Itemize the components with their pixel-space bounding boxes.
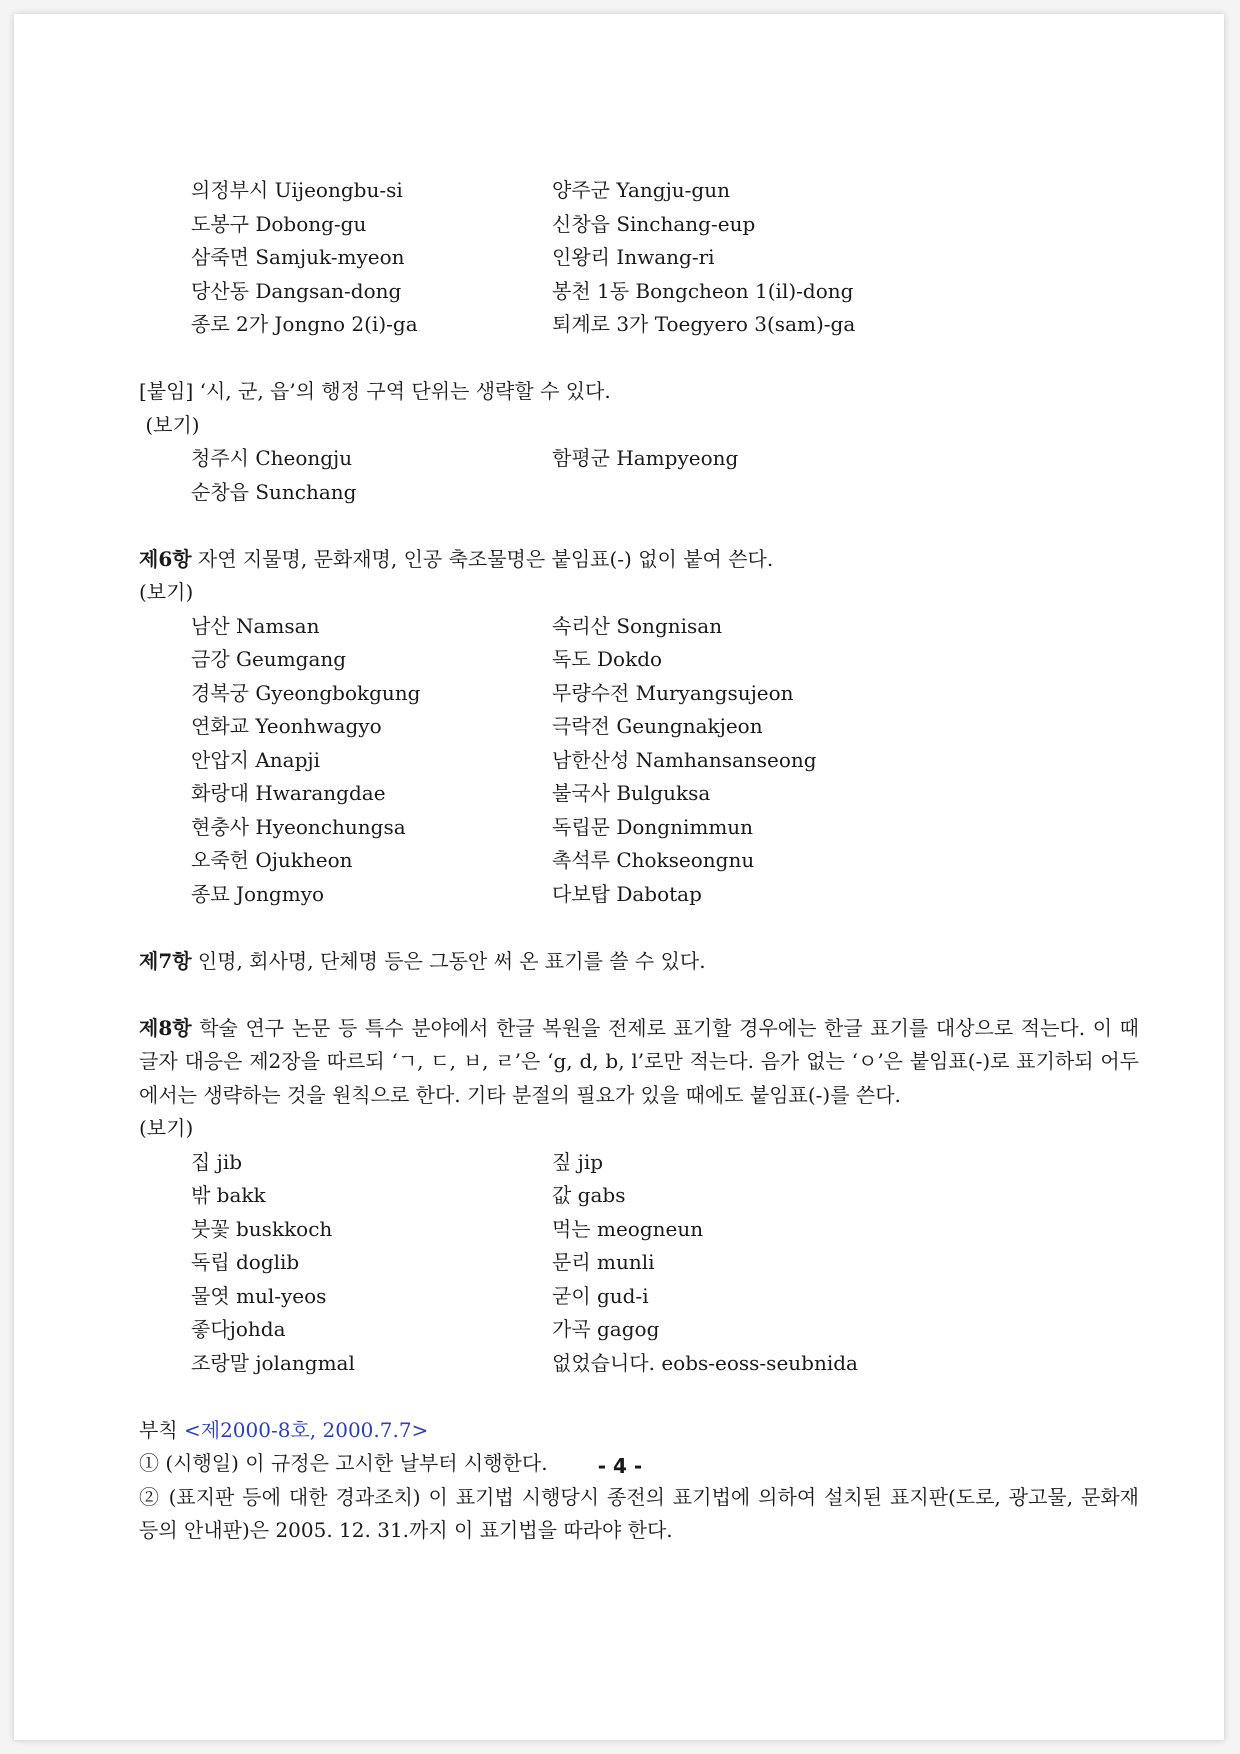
example-item: 가곡 gagog bbox=[552, 1317, 660, 1341]
example-item: 붓꽃 buskkoch bbox=[191, 1216, 333, 1241]
example-item: 다보탑 Dabotap bbox=[552, 881, 702, 906]
example-row bbox=[139, 844, 1139, 878]
example-item: 남산 Namsan bbox=[191, 613, 320, 638]
example-row bbox=[139, 643, 1139, 677]
example-item: 퇴계로 3가 Toegyero 3(sam)-ga bbox=[552, 312, 856, 336]
clause-heading: 제6항 bbox=[139, 546, 192, 571]
example-row bbox=[139, 878, 1139, 912]
clause-heading: 제8항 bbox=[139, 1015, 192, 1040]
example-row bbox=[139, 1179, 1139, 1213]
example-item: 안압지 Anapji bbox=[191, 747, 320, 772]
example-label: (보기) bbox=[139, 580, 194, 604]
example-row bbox=[139, 610, 1139, 644]
example-row bbox=[139, 308, 1139, 342]
example-item: 인왕리 Inwang-ri bbox=[552, 245, 715, 269]
example-row bbox=[139, 710, 1139, 744]
example-item: 극락전 Geungnakjeon bbox=[552, 714, 763, 738]
supplement-item: ② (표지판 등에 대한 경과조치) 이 표기법 시행당시 종전의 표기법에 의하여 설치된 표지판(도로, 광고물, 문화재 등의 안내판)은 2005. 12. 31.까지 이 표기법을 따라야 한다. bbox=[139, 1484, 1139, 1542]
example-item: 굳이 gud-i bbox=[552, 1283, 649, 1308]
example-item: 속리산 Songnisan bbox=[552, 613, 723, 638]
spacer bbox=[139, 911, 1139, 945]
example-item: 삼죽면 Samjuk-myeon bbox=[191, 245, 405, 269]
clause-text: 학술 연구 논문 등 특수 분야에서 한글 복원을 전제로 표기할 경우에는 한글 표기를 대상으로 적는다. 이 때 글자 대응은 제2장을 따르되 ‘ㄱ, ㄷ, ㅂ, ㄹ’은 ‘g, d, b, l’로만 적는다. 음가 없는 ‘ㅇ’은 붙임표(-)로 표기하되 어두에서는 생략하는 것을 원칙으로 한다. 기타 분절의 필요가 있을 때에도 붙임표(-)를 쓴다. bbox=[139, 1015, 1139, 1107]
example-item: 연화교 Yeonhwagyo bbox=[191, 714, 382, 738]
clause-8 bbox=[139, 1012, 1139, 1113]
example-row bbox=[139, 174, 1139, 208]
example-item: 화랑대 Hwarangdae bbox=[191, 781, 386, 805]
spacer bbox=[139, 509, 1139, 543]
admin-unit-examples bbox=[139, 174, 1139, 342]
supplement-title: 부칙 bbox=[139, 1417, 178, 1442]
example-row bbox=[139, 1213, 1139, 1247]
example-row bbox=[139, 811, 1139, 845]
example-item: 불국사 Bulguksa bbox=[552, 781, 711, 805]
example-item: 문리 munli bbox=[552, 1250, 655, 1274]
example-row bbox=[139, 476, 1139, 510]
example-item: 봉천 1동 Bongcheon 1(il)-dong bbox=[552, 278, 854, 303]
example-item: 도봉구 Dobong-gu bbox=[191, 211, 367, 236]
clause-7 bbox=[139, 945, 1139, 979]
clause-6 bbox=[139, 543, 1139, 577]
example-item: 촉석루 Chokseongnu bbox=[552, 848, 755, 872]
clause-heading: 제7항 bbox=[139, 948, 192, 973]
spacer bbox=[139, 342, 1139, 376]
example-item: 짚 jip bbox=[552, 1149, 604, 1174]
supplement-header bbox=[139, 1414, 1139, 1448]
example-item: 조랑말 jolangmal bbox=[191, 1350, 355, 1375]
example-item: 밖 bakk bbox=[191, 1183, 266, 1207]
example-row bbox=[139, 1280, 1139, 1314]
example-row bbox=[139, 442, 1139, 476]
example-item: 의정부시 Uijeongbu-si bbox=[191, 178, 403, 202]
example-item: 없었습니다. eobs-eoss-seubnida bbox=[552, 1350, 858, 1375]
example-item: 청주시 Cheongju bbox=[191, 446, 353, 470]
example-label: (보기) bbox=[139, 412, 200, 437]
example-item: 집 jib bbox=[191, 1149, 243, 1174]
example-item: 무량수전 Muryangsujeon bbox=[552, 680, 794, 705]
document-content bbox=[139, 174, 1139, 1548]
example-item: 좋다johda bbox=[191, 1317, 286, 1341]
example-row bbox=[139, 1347, 1139, 1381]
example-item: 함평군 Hampyeong bbox=[552, 446, 739, 470]
example-item: 금강 Geumgang bbox=[191, 647, 347, 671]
example-item: 독립 doglib bbox=[191, 1250, 300, 1274]
example-item: 물엿 mul-yeos bbox=[191, 1283, 327, 1308]
supplement-item: ① (시행일) 이 규정은 고시한 날부터 시행한다. bbox=[139, 1451, 548, 1475]
example-item: 신창읍 Sinchang-eup bbox=[552, 211, 756, 236]
example-row bbox=[139, 1246, 1139, 1280]
note-text: [붙임] ‘시, 군, 읍’의 행정 구역 단위는 생략할 수 있다. bbox=[139, 379, 611, 403]
example-item: 독립문 Dongnimmun bbox=[552, 814, 754, 839]
page-number: - 4 - bbox=[597, 1454, 643, 1478]
spacer bbox=[139, 978, 1139, 1012]
example-item: 값 gabs bbox=[552, 1183, 626, 1207]
example-item: 현충사 Hyeonchungsa bbox=[191, 814, 406, 839]
example-row bbox=[139, 1313, 1139, 1347]
amendment-link[interactable]: <제2000-8호, 2000.7.7> bbox=[184, 1417, 429, 1442]
example-row bbox=[139, 777, 1139, 811]
example-row bbox=[139, 241, 1139, 275]
clause-text: 인명, 회사명, 단체명 등은 그동안 써 온 표기를 쓸 수 있다. bbox=[191, 948, 706, 973]
example-row bbox=[139, 1146, 1139, 1180]
example-item: 종로 2가 Jongno 2(i)-ga bbox=[191, 312, 418, 336]
example-item: 양주군 Yangju-gun bbox=[552, 178, 730, 202]
example-item: 독도 Dokdo bbox=[552, 647, 663, 671]
example-item: 당산동 Dangsan-dong bbox=[191, 278, 402, 303]
example-item: 순창읍 Sunchang bbox=[191, 479, 357, 504]
document-page bbox=[14, 14, 1224, 1740]
example-item: 먹는 meogneun bbox=[552, 1216, 704, 1241]
example-row bbox=[139, 677, 1139, 711]
example-item: 남한산성 Namhansanseong bbox=[552, 747, 817, 772]
example-label: (보기) bbox=[139, 1116, 194, 1140]
example-item: 오죽헌 Ojukheon bbox=[191, 848, 353, 872]
example-item: 종묘 Jongmyo bbox=[191, 881, 325, 906]
example-row bbox=[139, 275, 1139, 309]
example-row bbox=[139, 208, 1139, 242]
example-row bbox=[139, 744, 1139, 778]
spacer bbox=[139, 1380, 1139, 1414]
example-item: 경복궁 Gyeongbokgung bbox=[191, 680, 421, 705]
clause-text: 자연 지물명, 문화재명, 인공 축조물명은 붙임표(-) 없이 붙여 쓴다. bbox=[191, 546, 774, 571]
